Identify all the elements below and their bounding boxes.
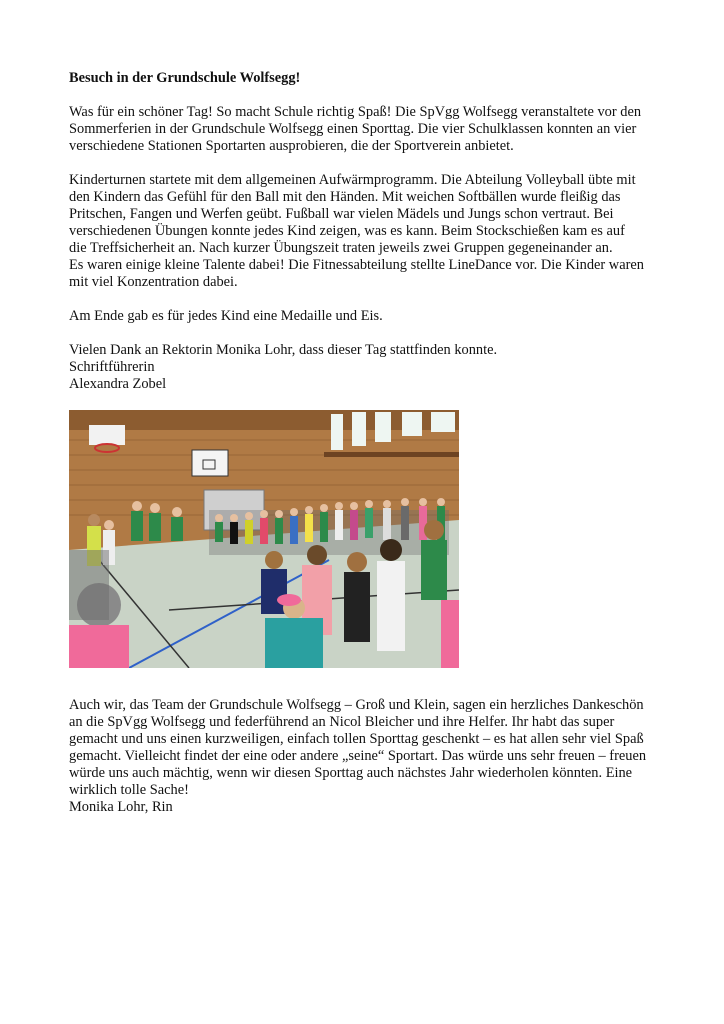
text-line: den Kindern das Gefühl für den Ball mit den Händen. Mit weichen Softbällen wurde fleißig das <box>69 189 621 205</box>
text-line: wirklich tolle Sache! <box>69 782 189 798</box>
reply-paragraph <box>69 697 669 816</box>
text-line: Was für ein schöner Tag! So macht Schule richtig Spaß! Die SpVgg Wolfsegg veranstaltete vor den <box>69 104 642 120</box>
text-line: Kinderturnen startete mit dem allgemeinen Aufwärmprogramm. Die Abteilung Volleyball übte mit <box>69 172 636 188</box>
text-line: verschiedenen Übungen konnte jedes Kind zeigen, was es kann. Beim Stockschießen kam es auf <box>69 223 625 239</box>
text-line: gemacht und uns einen kurzweiligen, einfach tollen Sporttag geschenkt – es hat allen sehr viel Spaß <box>69 731 644 747</box>
text-line: an die SpVgg Wolfsegg und federführend an Nicol Bleicher und ihre Helfer. Ihr habt das super <box>69 714 615 730</box>
intro-paragraph <box>69 104 669 155</box>
ending-paragraph: Am Ende gab es für jedes Kind eine Medaille und Eis. <box>69 308 383 324</box>
document-title: Besuch in der Grundschule Wolfsegg! <box>69 70 301 86</box>
text-line: Es waren einige kleine Talente dabei! Die Fitnessabteilung stellte LineDance vor. Die Kinder waren <box>69 257 644 273</box>
gym-group-photo <box>69 410 459 668</box>
text-line: die Treffsicherheit an. Nach kurzer Übungszeit traten jeweils zwei Gruppen gegeneinander an. <box>69 240 613 256</box>
thanks-line: Vielen Dank an Rektorin Monika Lohr, dass dieser Tag stattfinden konnte. <box>69 342 498 358</box>
program-paragraph <box>69 172 669 291</box>
text-line: verschiedene Stationen Sportarten ausprobieren, die der Sportverein anbietet. <box>69 138 514 154</box>
document-page <box>69 70 669 833</box>
text-line: Auch wir, das Team der Grundschule Wolfsegg – Groß und Klein, sagen ein herzliches Dankeschön <box>69 697 644 713</box>
text-line: Pritschen, Fangen und Werfen geübt. Fußball war vielen Mädels und Jungs schon vertraut. Bei <box>69 206 614 222</box>
reply-signature: Monika Lohr, Rin <box>69 799 173 815</box>
photo-illustration <box>69 410 459 668</box>
text-line: Sommerferien in der Grundschule Wolfsegg einen Sporttag. Die vier Schulklassen konnten an vier <box>69 121 637 137</box>
text-line: mit viel Konzentration dabei. <box>69 274 238 290</box>
author-name: Alexandra Zobel <box>69 376 167 392</box>
text-line: würde uns auch mächtig, wenn wir diesen Sporttag auch nächstes Jahr wiederholen könnten. Eine <box>69 765 633 781</box>
text-line: gemacht. Vielleicht findet der eine oder andere „seine“ Sportart. Das würde uns sehr freuen – freuen <box>69 748 647 764</box>
thanks-block <box>69 342 669 393</box>
basketball-board <box>192 450 228 476</box>
author-role: Schriftführerin <box>69 359 155 375</box>
